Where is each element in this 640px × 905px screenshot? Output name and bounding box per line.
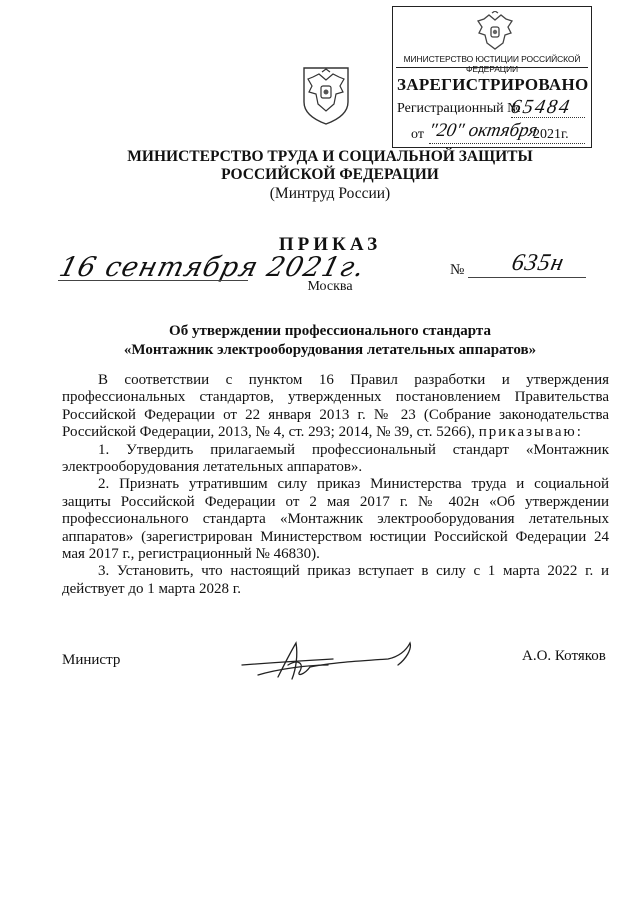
order-date: 16 сентября 2021г. [56,252,369,283]
stamp-date-year: 2021г. [533,127,569,142]
subject-line2: «Монтажник электрооборудования летательных аппаратов» [123,342,537,358]
preamble-text: В соответствии с пунктом 16 Правил разработки и утверждения профессиональных стандартов, утвержденных постановлением Правительства Российской Федерации от 22 января 2013 г. № 23 (Собрание законодательства Российской Федерации, 2013, № 4, ст. 293; 2014, № 39, ст. 5266), [62,372,609,441]
order-number-sign: № [450,262,465,278]
preamble-verb: приказываю: [478,424,583,441]
stamp-ministry-name: МИНИСТЕРСТВО ЮСТИЦИИ РОССИЙСКОЙ ФЕДЕРАЦИИ [403,54,581,74]
stamp-reg-number: 65484 [509,96,574,118]
ministry-title [80,148,580,184]
stamp-divider [396,67,588,68]
order-city: Москва [307,279,353,294]
stamp-reg-number-line [511,117,585,118]
state-emblem-icon [300,64,352,126]
stamp-date-prefix: от [411,127,424,142]
order-item-2: 2. Признать утратившим силу приказ Министерства труда и социальной защиты Российской Федерации от 2 мая 2017 г. № 402н «Об утверждении профессионального стандарта «Монтажник электрооборудования летательных аппаратов» (зарегистрирован Министерством юстиции Российской Федерации 24 мая 2017 г., регистрационный № 46830). [62,476,609,563]
order-title: ПРИКАЗ [278,234,382,255]
stamp-registered-label: ЗАРЕГИСТРИРОВАНО [397,75,589,94]
ministry-short-name: (Минтруд России) [269,185,391,202]
ministry-title-line1: МИНИСТЕРСТВО ТРУДА И СОЦИАЛЬНОЙ ЗАЩИТЫ [127,148,533,165]
order-subject [60,322,600,360]
registration-stamp [392,6,592,148]
handwritten-signature [238,635,423,685]
order-item-1: 1. Утвердить прилагаемый профессиональный стандарт «Монтажник электрооборудования летательных аппаратов». [62,441,609,476]
stamp-reg-number-label: Регистрационный № [397,101,521,116]
order-date-line [58,280,248,281]
stamp-date: "20" октября [427,120,540,141]
order-item-3: 3. Установить, что настоящий приказ вступает в силу с 1 марта 2022 г. и действует до 1 марта 2028 г. [62,563,609,597]
stamp-date-line [429,143,585,144]
signer-role: Министр [62,652,121,668]
preamble-paragraph [62,372,609,442]
order-number-line [468,277,586,278]
order-number: 635н [509,250,567,276]
ministry-title-line2: РОССИЙСКОЙ ФЕДЕРАЦИИ [221,166,439,183]
subject-line1: Об утверждении профессионального стандарта [169,323,491,339]
order-body [62,372,609,598]
signer-name: А.О. Котяков [522,648,606,664]
double-headed-eagle-icon [475,11,515,53]
